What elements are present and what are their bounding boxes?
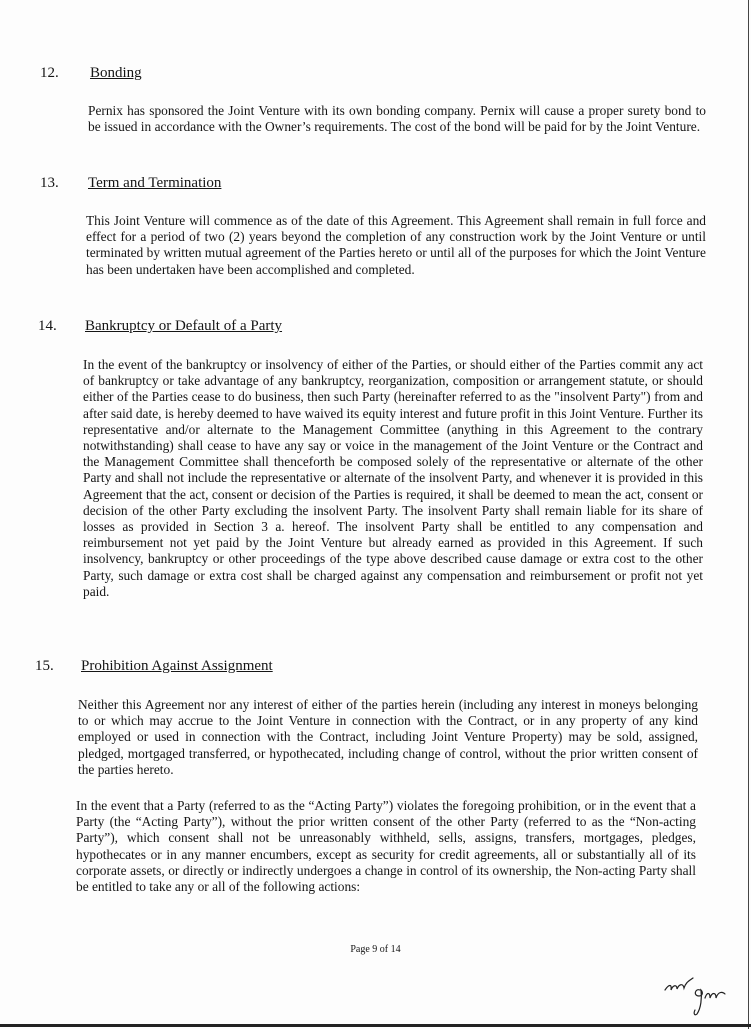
scan-edge-bottom (0, 1024, 751, 1027)
section-14-heading: Bankruptcy or Default of a Party (85, 318, 283, 334)
page-number: Page 9 of 14 (350, 944, 401, 955)
section-15-paragraph-2: In the event that a Party (referred to as the “Acting Party”) violates the foregoing prohibition, or in the event that a Party (the “Acting Party”), without the prior written consent of the other Party (referred to as the “Non-acting Party”), which consent shall not be unreasonably withheld, sells, assigns, transfers, mortgages, pledges, hypothecates or in any manner encumbers, except as security for credit agreements, all or substantially all of its corporate assets, or directly or indirectly undergoes a change in control of its ownership, the Non-acting Party shall be entitled to take any or all of the following actions: (76, 798, 696, 895)
handwritten-initials (655, 968, 745, 1020)
scan-edge-right (748, 0, 749, 1029)
section-15-paragraph-1: Neither this Agreement nor any interest of either of the parties herein (including any interest in moneys belonging to or which may accrue to the Joint Venture in connection with the Contract, or in any property of any kind employed or used in connection with the Contract, including Joint Venture Property) may be sold, assigned, pledged, mortgaged transferred, or hypothecated, including change of control, without the prior written consent of the parties hereto. (78, 697, 698, 777)
section-14-paragraph: In the event of the bankruptcy or insolvency of either of the Parties, or should either of the Parties commit any act of bankruptcy or take advantage of any bankruptcy, reorganization, composition or arrangement statute, or should either of the Parties cease to do business, then such Party (hereinafter referred to as the "insolvent Party") from and after said date, is hereby deemed to have waived its equity interest and future profit in this Joint Venture. Further its representative and/or alternate to the Management Committee (anything in this Agreement to the contrary notwithstanding) shall cease to have any say or voice in the management of the Joint Venture or the Contract and the Management Committee shall thenceforth be composed solely of the representative or alternate of the other Party and shall not include the representative or alternate of the insolvent Party, and whenever it is provided in this Agreement that the act, consent or decision of the Parties is required, it shall be deemed to mean the act, consent or decision of the other Party excluding the insolvent Party. The insolvent Party shall remain liable for its share of losses as provided in Section 3 a. hereof. The insolvent Party shall be entitled to any compensation and reimbursement not yet paid by the Joint Venture but already earned as provided in this Agreement. If such insolvency, bankruptcy or other proceedings of the type above described cause damage or extra cost to the other Party, such damage or extra cost shall be charged against any compensation and reimbursement or profit not yet paid. (83, 357, 703, 599)
section-14-number: 14. (38, 318, 57, 334)
section-12-paragraph: Pernix has sponsored the Joint Venture with its own bonding company. Pernix will cause a proper surety bond to be issued in accordance with the Owner’s requirements. The cost of the bond will be paid for by the Joint Venture. (88, 103, 706, 135)
section-12-heading: Bonding (90, 65, 142, 81)
section-12-number: 12. (40, 65, 59, 81)
section-15-heading: Prohibition Against Assignment (81, 658, 273, 674)
section-13-number: 13. (40, 175, 59, 191)
section-15-number: 15. (35, 658, 54, 674)
section-13-heading: Term and Termination (88, 175, 222, 191)
section-13-paragraph: This Joint Venture will commence as of the date of this Agreement. This Agreement shall remain in full force and effect for a period of two (2) years beyond the completion of any construction work by the Joint Venture or until terminated by written mutual agreement of the Parties hereto or until all of the purposes for which the Joint Venture has been undertaken have been accomplished and completed. (86, 213, 706, 277)
